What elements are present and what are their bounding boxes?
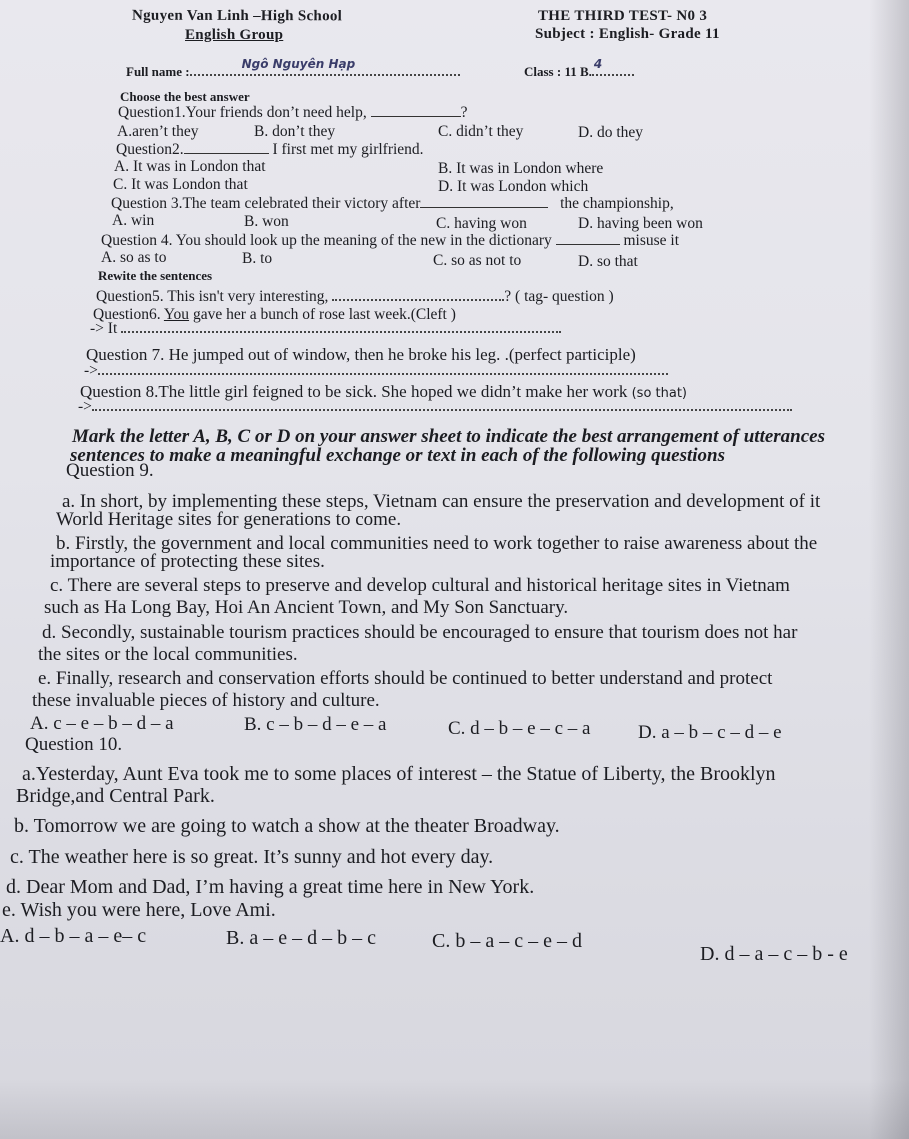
- q9-item-c-line2: such as Ha Long Bay, Hoi An Ancient Town, and My Son Sanctuary.: [44, 597, 569, 618]
- q1-option-b: B. don’t they: [254, 123, 336, 140]
- section3-instruction-line2: sentences to make a meaningful exchange or text in each of the following questions: [70, 445, 725, 466]
- q8-answer-line: ->: [78, 398, 792, 416]
- q10-option-c: C. b – a – c – e – d: [432, 930, 582, 952]
- q1-stem: Question1.Your friends don’t need help, ?: [118, 104, 468, 121]
- fullname-handwriting: Ngô Nguyên Hạp: [241, 57, 356, 71]
- class-field: [592, 57, 634, 76]
- q2-option-b: B. It was in London where: [438, 160, 604, 177]
- q10-item-a-line1: a.Yesterday, Aunt Eva took me to some places of interest – the Statue of Liberty, the Brooklyn: [22, 763, 776, 785]
- q2-stem: Question2. I first met my girlfriend.: [116, 141, 424, 158]
- subject-line: Subject : English- Grade 11: [535, 26, 720, 42]
- q10-option-b: B. a – e – d – b – c: [226, 927, 376, 949]
- q4-stem: Question 4. You should look up the meaning of the new in the dictionary misuse it: [101, 232, 680, 249]
- q9-item-a-line1: a. In short, by implementing these steps, Vietnam can ensure the preservation and development of it: [62, 491, 821, 512]
- q1-option-d: D. do they: [578, 124, 644, 141]
- q2-option-a: A. It was in London that: [114, 158, 266, 175]
- q5-stem: Question5. This isn't very interesting, ? ( tag- question ): [96, 288, 614, 305]
- q10-item-d: d. Dear Mom and Dad, I’m having a great time here in New York.: [6, 876, 535, 898]
- q2-option-c: C. It was London that: [113, 176, 248, 193]
- q1-option-c: C. didn’t they: [438, 123, 524, 140]
- q10-item-b: b. Tomorrow we are going to watch a show at the theater Broadway.: [14, 815, 560, 837]
- q9-option-c: C. d – b – e – c – a: [448, 718, 591, 739]
- fullname-field: [190, 57, 460, 76]
- q4-option-a: A. so as to: [101, 249, 167, 266]
- q2-option-d: D. It was London which: [438, 178, 589, 195]
- q9-item-e-line2: these invaluable pieces of history and culture.: [32, 690, 380, 711]
- q4-option-b: B. to: [242, 250, 273, 267]
- section1-title: Choose the best answer: [120, 89, 250, 104]
- class-line: [524, 57, 634, 80]
- q9-option-b: B. c – b – d – e – a: [244, 714, 387, 735]
- q9-item-d-line1: d. Secondly, sustainable tourism practices should be encouraged to ensure that tourism does not har: [42, 622, 798, 643]
- section3-instruction-line1: Mark the letter A, B, C or D on your answer sheet to indicate the best arrangement of utterances: [72, 426, 826, 447]
- q10-item-a-line2: Bridge,and Central Park.: [16, 785, 215, 807]
- class-handwriting: 4: [593, 57, 603, 71]
- q9-option-d: D. a – b – c – d – e: [638, 722, 782, 743]
- q7-answer-line: ->: [84, 362, 668, 380]
- q9-item-b-line1: b. Firstly, the government and local communities need to work together to raise awareness about the: [56, 533, 818, 554]
- test-title: THE THIRD TEST- N0 3: [538, 8, 708, 24]
- q4-option-c: C. so as not to: [433, 252, 522, 269]
- section2-title: Rewite the sentences: [98, 268, 213, 283]
- q9-option-a: A. c – e – b – d – a: [30, 713, 174, 734]
- class-label: Class : 11 B.: [524, 64, 592, 79]
- q6-stem: Question6. You gave her a bunch of rose last week.(Cleft ): [93, 306, 456, 323]
- q3-option-c: C. having won: [436, 215, 527, 232]
- q9-item-e-line1: e. Finally, research and conservation efforts should be continued to better understand and protect: [38, 668, 773, 689]
- q9-item-d-line2: the sites or the local communities.: [38, 644, 298, 665]
- q3-option-a: A. win: [112, 212, 155, 229]
- q10-option-a: A. d – b – a – e– c: [0, 925, 147, 947]
- q7-stem: Question 7. He jumped out of window, then he broke his leg. .(perfect participle): [86, 345, 636, 364]
- q10-item-e: e. Wish you were here, Love Ami.: [2, 899, 276, 921]
- q4-option-d: D. so that: [578, 253, 638, 270]
- q10-title: Question 10.: [25, 734, 123, 755]
- fullname-label: Full name :: [126, 64, 190, 79]
- q3-option-b: B. won: [244, 213, 289, 230]
- q10-option-d: D. d – a – c – b - e: [700, 943, 848, 965]
- q9-item-a-line2: World Heritage sites for generations to come.: [56, 509, 402, 530]
- q9-item-c-line1: c. There are several steps to preserve and develop cultural and historical heritage sites in Vietnam: [50, 575, 790, 596]
- q6-answer-line: -> It: [90, 320, 561, 338]
- page-shadow-right: [869, 0, 909, 1139]
- q10-item-c: c. The weather here is so great. It’s sunny and hot every day.: [10, 846, 494, 868]
- q8-stem: Question 8.The little girl feigned to be sick. She hoped we didn’t make her work (so that): [80, 382, 687, 401]
- q1-option-a: A.aren’t they: [117, 123, 199, 140]
- q3-stem: Question 3.The team celebrated their victory after the championship,: [111, 195, 674, 212]
- page-shadow-bottom: [0, 1079, 909, 1139]
- q9-item-b-line2: importance of protecting these sites.: [50, 551, 325, 572]
- q3-option-d: D. having been won: [578, 215, 703, 232]
- q9-title: Question 9.: [66, 460, 154, 481]
- group-name: English Group: [185, 27, 284, 43]
- school-name: Nguyen Van Linh –High School: [131, 7, 343, 25]
- fullname-line: [126, 57, 460, 80]
